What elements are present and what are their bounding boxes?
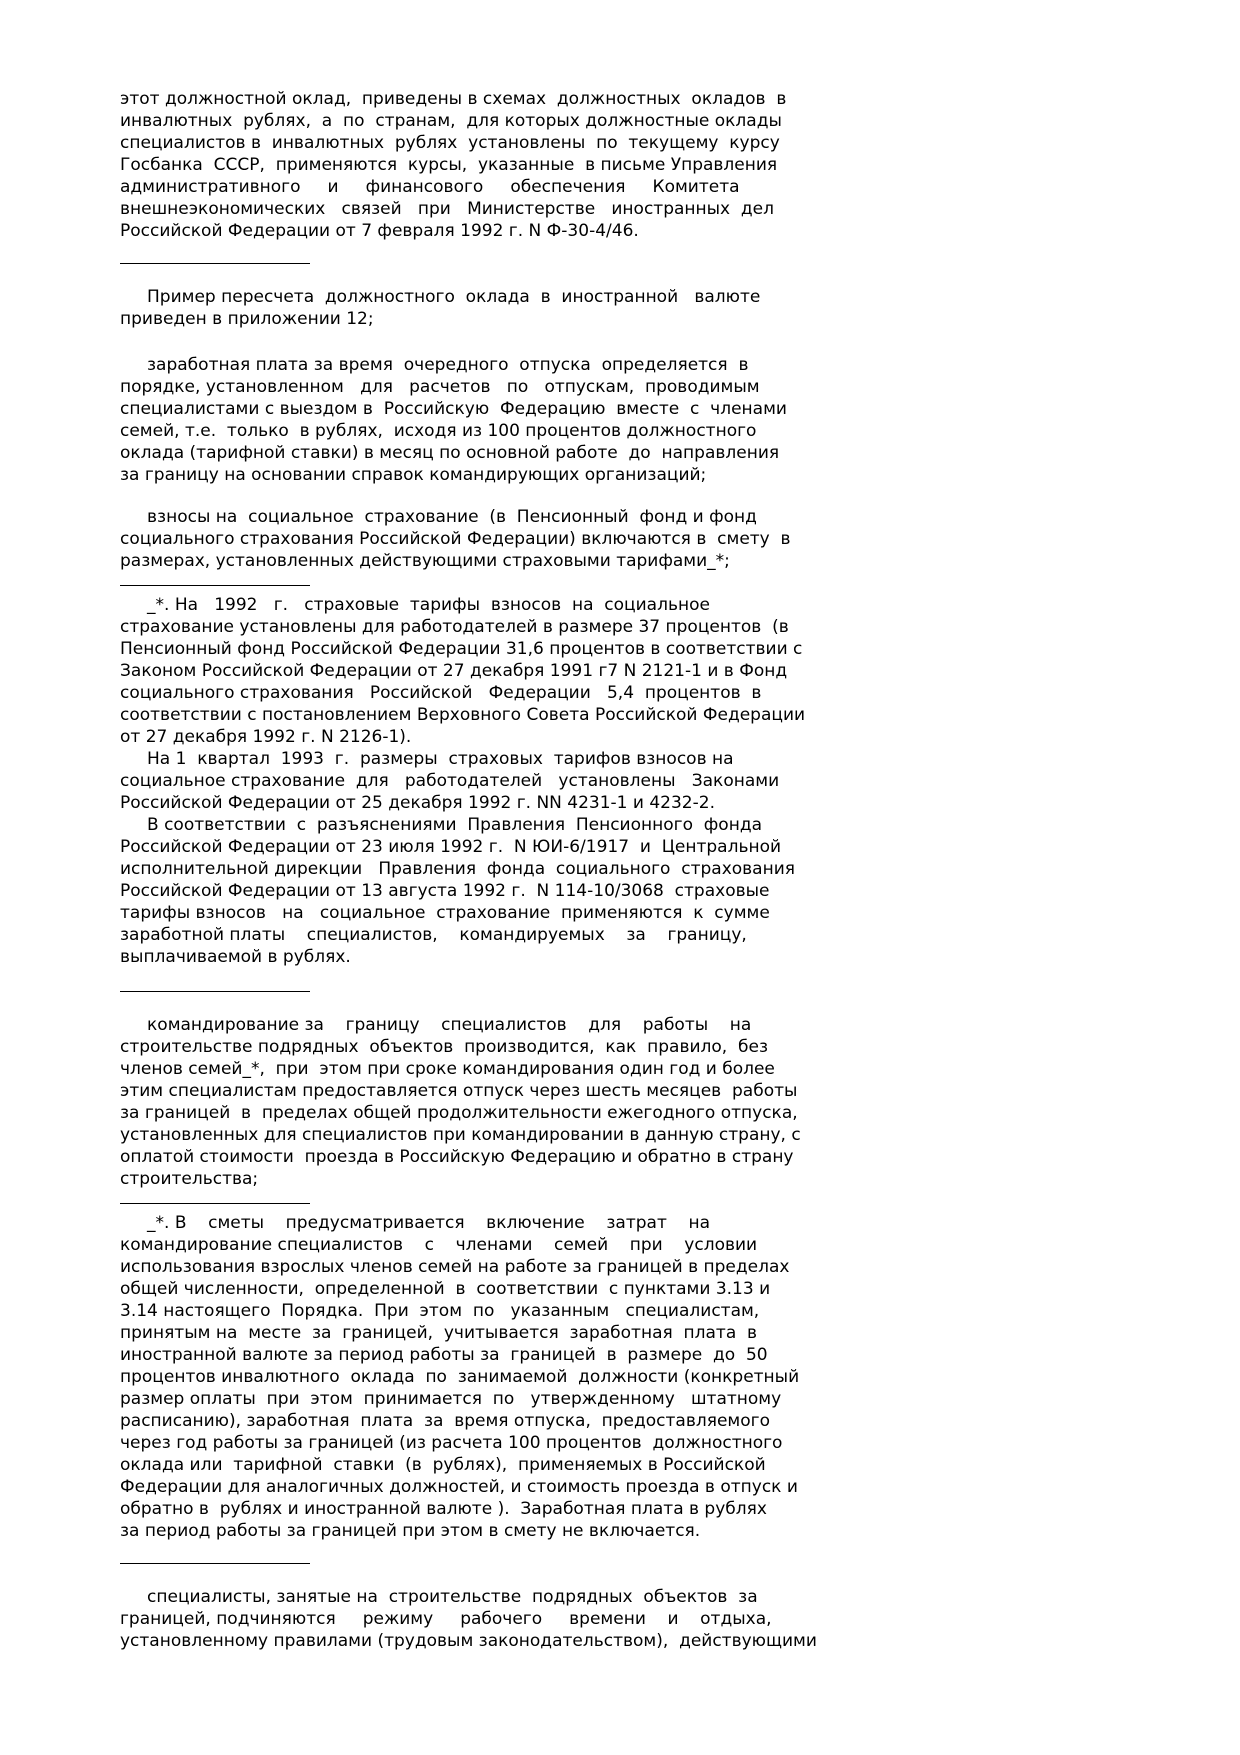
paragraph-social-insurance: взносы на социальное страхование (в Пенсионный фонд и фонд социального страхования Российской Федерации) включаются в смету в размерах, установленных действующими страховыми тарифами_*; bbox=[120, 507, 791, 571]
paragraph-recalculation-example: Пример пересчета должностного оклада в иностранной валюте приведен в приложении 12; bbox=[120, 287, 761, 329]
paragraph-business-trips: командирование за границу специалистов для работы на строительстве подрядных объектов производится, как правило, без членов семей_*, при этом при сроке командирования один год и более этим специалистам предоставляется отпуск через шесть месяцев работы за границей в пределах общей продолжительности ежегодного отпуска, установленных для специалистов при командировании в данную страну, с оплатой стоимости проезда в Российскую Федерацию и обратно в страну строительства; bbox=[120, 1015, 801, 1189]
footnote-family-members: _*. В сметы предусматривается включение затрат на командирование специалистов с членами семей при условии использования взрослых членов семей на работе за границей в пределах общей численности, определенной в соответствии с пунктами 3.13 и 3.14 настоящего Порядка. При этом по указанным специалистам, принятым на месте за границей, учитывается заработная плата в иностранной валюте за период работы за границей в размере до 50 процентов инвалютного оклада по занимаемой должности (конкретный размер оплаты при этом принимается по утвержденному штатному расписанию), заработная плата за время отпуска, предоставляемого через год работы за границей (из расчета 100 процентов должностного оклада или тарифной ставки (в рублях), применяемых в Российской Федерации для аналогичных должностей, и стоимость проезда в отпуск и обратно в рублях и иностранной валюте ). Заработная плата в рублях за период работы за границей при этом в смету не включается. bbox=[120, 1213, 800, 1541]
footnote-separator bbox=[120, 263, 310, 264]
footnote-separator bbox=[120, 1203, 310, 1204]
footnote-separator bbox=[120, 585, 310, 586]
footnote-separator bbox=[120, 1563, 310, 1564]
footnote-insurance-rates: _*. На 1992 г. страховые тарифы взносов на социальное страхование установлены для работодателей в размере 37 процентов (в Пенсионный фонд Российской Федерации 31,6 процентов в соответствии с Законом Российской Федерации от 27 декабря 1991 г7 N 2121-1 и в Фонд социального страхования Российской Федерации 5,4 процентов в соответствии с постановлением Верховного Совета Российской Федерации от 27 декабря 1992 г. N 2126-1). На 1 квартал 1993 г. размеры страховых тарифов взносов на социальное страхование для работодателей установлены Законами Российской Федерации от 25 декабря 1992 г. NN 4231-1 и 4232-2. В соответствии с разъяснениями Правления Пенсионного фонда Российской Федерации от 23 июля 1992 г. N ЮИ-6/1917 и Центральной исполнительной дирекции Правления фонда социального страхования Российской Федерации от 13 августа 1992 г. N 114-10/3068 страховые тарифы взносов на социальное страхование применяются к сумме заработной платы специалистов, командируемых за границу, выплачиваемой в рублях. bbox=[120, 595, 806, 967]
footnote-separator bbox=[120, 991, 310, 992]
paragraph-vacation-pay: заработная плата за время очередного отпуска определяется в порядке, установленном для расчетов по отпускам, проводимым специалистами с выездом в Российскую Федерацию вместе с членами семей, т.е. только в рублях, исходя из 100 процентов должностного оклада (тарифной ставки) в месяц по основной работе до направления за границу на основании справок командирующих организаций; bbox=[120, 355, 787, 485]
paragraph-work-regime: специалисты, занятые на строительстве подрядных объектов за границей, подчиняются режиму рабочего времени и отдыха, установленному правилами (трудовым законодательством), действующими bbox=[120, 1587, 817, 1651]
paragraph-currency-rates: этот должностной оклад, приведены в схемах должностных окладов в инвалютных рублях, а по странам, для которых должностные оклады специалистов в инвалютных рублях установлены по текущему курсу Госбанка СССР, применяются курсы, указанные в письме Управления административного и финансового обеспечения Комитета внешнеэкономических связей при Министерстве иностранных дел Российской Федерации от 7 февраля 1992 г. N Ф-30-4/46. bbox=[120, 89, 787, 241]
